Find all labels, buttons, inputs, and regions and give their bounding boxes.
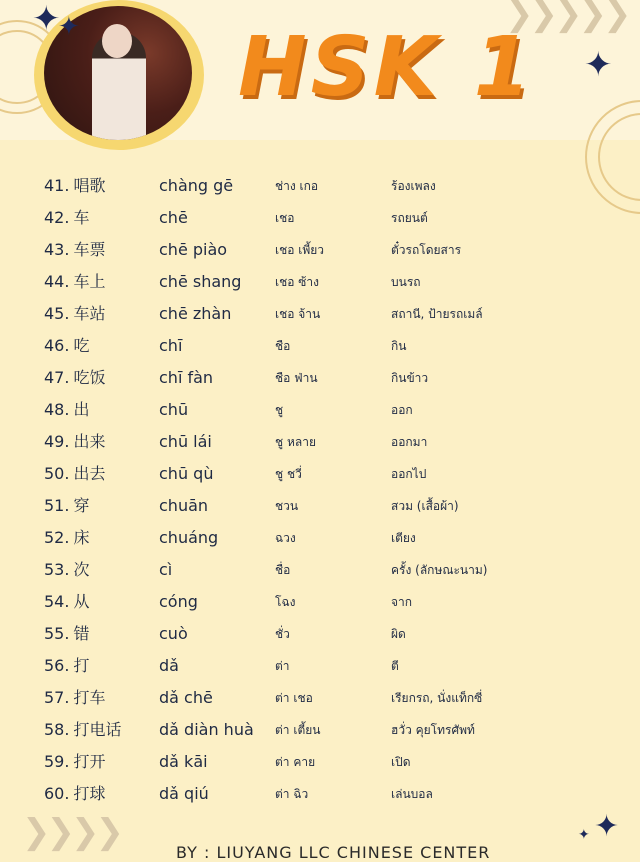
vocab-hanzi: 穿 <box>73 496 90 515</box>
vocab-thai-sound: ชู <box>275 403 284 417</box>
vocab-hanzi: 吃 <box>73 336 90 355</box>
vocab-thai-sound: ชู หลาย <box>275 435 316 449</box>
vocab-meaning: ออกมา <box>391 435 428 449</box>
vocab-meaning: จาก <box>391 595 413 609</box>
vocab-meaning: เปิด <box>391 755 411 769</box>
vocab-number: 55. <box>44 624 70 643</box>
vocab-hanzi: 次 <box>73 560 90 579</box>
vocab-meaning: ตั๋วรถโดยสาร <box>391 243 462 257</box>
vocab-pinyin: cì <box>159 560 173 579</box>
vocab-meaning: สถานี, ป้ายรถเมล์ <box>391 307 483 321</box>
chevron-decoration-icon: ❯❯❯❯❯ <box>505 0 628 34</box>
vocab-hanzi: 打电话 <box>73 720 122 739</box>
vocab-number: 51. <box>44 496 70 515</box>
vocab-hanzi: 出 <box>73 400 90 419</box>
vocab-thai-sound: ชือ ฟ่าน <box>275 371 318 385</box>
vocab-meaning: กินข้าว <box>391 371 429 385</box>
vocab-number: 43. <box>44 240 70 259</box>
vocab-thai-sound: ชื่อ <box>275 563 291 577</box>
vocab-number: 41. <box>44 176 70 195</box>
vocab-number-hanzi <box>44 746 105 778</box>
vocab-number-hanzi <box>44 458 105 490</box>
vocab-pinyin: cóng <box>159 592 198 611</box>
vocab-pinyin: dǎ <box>159 656 179 675</box>
vocab-hanzi: 出来 <box>73 432 106 451</box>
list-item <box>0 522 640 554</box>
vocab-thai-sound: โฉง <box>275 595 296 609</box>
vocab-number-hanzi <box>44 618 89 650</box>
vocab-number-hanzi <box>44 586 89 618</box>
vocab-pinyin: dǎ diàn huà <box>159 720 254 739</box>
vocab-meaning: ออกไป <box>391 467 427 481</box>
list-item <box>0 746 640 778</box>
list-item <box>0 202 640 234</box>
vocab-number-hanzi <box>44 490 89 522</box>
vocab-thai-sound: ต่า ฉิว <box>275 787 309 801</box>
list-item <box>0 714 640 746</box>
vocab-meaning: สวม (เสื้อผ้า) <box>391 499 459 513</box>
star-icon: ✦ <box>594 809 620 844</box>
vocab-thai-sound: ชั่ว <box>275 627 290 641</box>
vocab-list <box>0 170 640 810</box>
vocab-number-hanzi <box>44 554 89 586</box>
vocab-hanzi: 车票 <box>73 240 106 259</box>
vocab-hanzi: 车站 <box>73 304 106 323</box>
vocab-number: 50. <box>44 464 70 483</box>
list-item <box>0 650 640 682</box>
vocab-number-hanzi <box>44 650 89 682</box>
vocab-thai-sound: ชวน <box>275 499 299 513</box>
vocab-hanzi: 打开 <box>73 752 106 771</box>
vocab-number: 54. <box>44 592 70 611</box>
list-item <box>0 298 640 330</box>
vocab-number-hanzi <box>44 682 105 714</box>
vocab-number: 53. <box>44 560 70 579</box>
vocab-number: 49. <box>44 432 70 451</box>
vocab-pinyin: chū qù <box>159 464 214 483</box>
vocab-number: 45. <box>44 304 70 323</box>
vocab-number: 48. <box>44 400 70 419</box>
vocab-number-hanzi <box>44 298 105 330</box>
list-item <box>0 234 640 266</box>
vocab-number-hanzi <box>44 330 89 362</box>
star-icon: ✦ <box>32 0 61 39</box>
vocab-hanzi: 床 <box>73 528 90 547</box>
list-item <box>0 426 640 458</box>
vocab-number-hanzi <box>44 234 105 266</box>
vocab-hanzi: 打球 <box>73 784 106 803</box>
vocab-hanzi: 打 <box>73 656 90 675</box>
vocab-hanzi: 打车 <box>73 688 106 707</box>
vocab-meaning: ตี <box>391 659 399 673</box>
vocab-thai-sound: ชือ <box>275 339 291 353</box>
vocab-number-hanzi <box>44 778 105 810</box>
vocab-meaning: ร้องเพลง <box>391 179 436 193</box>
list-item <box>0 490 640 522</box>
vocab-thai-sound: เชอ เพี้ยว <box>275 243 325 257</box>
vocab-pinyin: cuò <box>159 624 188 643</box>
list-item <box>0 586 640 618</box>
vocab-number-hanzi <box>44 522 89 554</box>
vocab-number: 60. <box>44 784 70 803</box>
list-item <box>0 778 640 810</box>
list-item <box>0 330 640 362</box>
vocab-thai-sound: ต่า คาย <box>275 755 316 769</box>
vocab-meaning: เตียง <box>391 531 416 545</box>
vocab-thai-sound: เชอ ซ้าง <box>275 275 320 289</box>
vocab-pinyin: chū <box>159 400 189 419</box>
vocab-pinyin: chē zhàn <box>159 304 232 323</box>
vocab-number-hanzi <box>44 394 89 426</box>
vocab-number: 56. <box>44 656 70 675</box>
vocab-meaning: บนรถ <box>391 275 421 289</box>
vocab-hanzi: 从 <box>73 592 90 611</box>
vocab-pinyin: chuáng <box>159 528 219 547</box>
vocab-meaning: ผิด <box>391 627 406 641</box>
list-item <box>0 682 640 714</box>
vocab-hanzi: 吃饭 <box>73 368 106 387</box>
vocab-hanzi: 错 <box>73 624 90 643</box>
vocab-hanzi: 唱歌 <box>73 176 106 195</box>
vocab-hanzi: 车 <box>73 208 90 227</box>
vocab-pinyin: chē shang <box>159 272 242 291</box>
vocab-pinyin: dǎ chē <box>159 688 213 707</box>
vocab-thai-sound: ชู ชวี่ <box>275 467 302 481</box>
vocab-pinyin: chàng gē <box>159 176 234 195</box>
vocab-meaning: เรียกรถ, นั่งแท็กซี่ <box>391 691 483 705</box>
vocab-hanzi: 车上 <box>73 272 106 291</box>
vocab-thai-sound: เชอ <box>275 211 295 225</box>
vocab-pinyin: chē <box>159 208 188 227</box>
vocab-number-hanzi <box>44 714 121 746</box>
star-icon: ✦ <box>578 827 590 843</box>
list-item <box>0 394 640 426</box>
vocab-number-hanzi <box>44 170 105 202</box>
vocab-meaning: ฮวั่ว คุยโทรศัพท์ <box>391 723 475 737</box>
vocab-number: 47. <box>44 368 70 387</box>
vocab-pinyin: chī fàn <box>159 368 214 387</box>
vocab-number-hanzi <box>44 362 105 394</box>
page-title: HSK 1 <box>238 20 535 115</box>
vocab-number: 57. <box>44 688 70 707</box>
vocab-number: 42. <box>44 208 70 227</box>
head-shape <box>102 24 132 58</box>
list-item <box>0 554 640 586</box>
vocab-hanzi: 出去 <box>73 464 106 483</box>
list-item <box>0 618 640 650</box>
vocab-number: 59. <box>44 752 70 771</box>
list-item <box>0 266 640 298</box>
vocab-pinyin: chū lái <box>159 432 212 451</box>
chevron-decoration-icon: ❯❯❯❯ <box>22 812 120 852</box>
vocab-number: 58. <box>44 720 70 739</box>
vocab-pinyin: chē piào <box>159 240 228 259</box>
vocab-number-hanzi <box>44 202 89 234</box>
vocab-thai-sound: เชอ จ้าน <box>275 307 321 321</box>
vocab-thai-sound: ฉวง <box>275 531 296 545</box>
vocab-number-hanzi <box>44 426 105 458</box>
vocab-number-hanzi <box>44 266 105 298</box>
vocab-pinyin: dǎ kāi <box>159 752 208 771</box>
vocab-meaning: กิน <box>391 339 407 353</box>
vocab-number: 44. <box>44 272 70 291</box>
vocab-thai-sound: ต่า <box>275 659 290 673</box>
vocab-thai-sound: ช่าง เกอ <box>275 179 319 193</box>
vocab-pinyin: chuān <box>159 496 209 515</box>
vocab-meaning: ออก <box>391 403 413 417</box>
vocab-meaning: ครั้ง (ลักษณะนาม) <box>391 563 488 577</box>
vocab-number: 46. <box>44 336 70 355</box>
footer-credit: BY : LIUYANG LLC CHINESE CENTER <box>176 843 491 862</box>
vocab-pinyin: chī <box>159 336 183 355</box>
list-item <box>0 362 640 394</box>
vocab-meaning: เล่นบอล <box>391 787 433 801</box>
vocab-thai-sound: ต่า เตี้ยน <box>275 723 321 737</box>
vocab-meaning: รถยนต์ <box>391 211 428 225</box>
list-item <box>0 458 640 490</box>
vocab-number: 52. <box>44 528 70 547</box>
vocab-thai-sound: ต่า เชอ <box>275 691 313 705</box>
vocab-pinyin: dǎ qiú <box>159 784 209 803</box>
star-icon: ✦ <box>58 12 80 42</box>
star-icon: ✦ <box>584 45 613 85</box>
list-item <box>0 170 640 202</box>
